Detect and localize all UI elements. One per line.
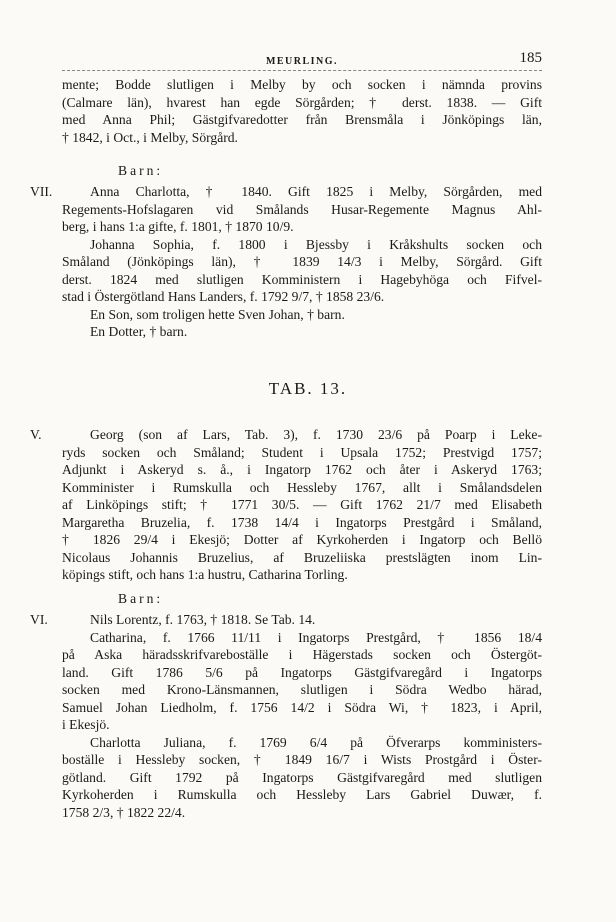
text-line: i Ekesjö.	[62, 717, 110, 732]
text-line: † 1826 29/4 i Ekesjö; Dotter af Kyrkoherden i Ingatorp och Bellö	[62, 532, 542, 547]
text-line: Johanna Sophia, f. 1800 i Bjessby i Kråkshults socken och	[90, 236, 542, 252]
generation-numeral: VII.	[30, 184, 53, 199]
text-line: Komminister i Rumskulla och Hessleby 1767, allt i Smålandsdelen	[62, 479, 542, 495]
generation-numeral: V.	[30, 427, 42, 442]
running-head: MEURLING.	[265, 56, 339, 67]
text-line: En Son, som troligen hette Sven Johan, † barn.	[90, 306, 345, 322]
text-line: Adjunkt i Askeryd s. å., i Ingatorp 1762 och åter i Askeryd 1763;	[62, 462, 542, 477]
text-line: Nils Lorentz, f. 1763, † 1818. Se Tab. 14.	[90, 612, 316, 627]
generation-numeral: VI.	[30, 612, 48, 627]
text-line: socken med Krono-Länsmannen, slutligen i Södra Wedbo härad,	[62, 682, 542, 697]
text-line: Georg (son af Lars, Tab. 3), f. 1730 23/6 på Poarp i Leke-	[90, 427, 542, 442]
text-line: 1758 2/3, † 1822 22/4.	[62, 804, 186, 820]
text-line: ryds socken och Småland; Student i Upsala 1752; Prestvigd 1757;	[62, 444, 542, 460]
children-heading: Barn:	[118, 163, 164, 178]
text-line: Anna Charlotta, † 1840. Gift 1825 i Melby, Sörgården, med	[90, 184, 542, 199]
text-line: En Dotter, † barn.	[90, 324, 188, 339]
text-line: Nicolaus Johannis Bruzelius, af Bruzeliiska prestslägten inom Lin-	[62, 549, 542, 565]
text-line: på Aska häradsskrifvareboställe i Hägerstads socken och Östergöt-	[62, 647, 542, 662]
text-line: Samuel Johan Liedholm, f. 1756 14/2 i Södra Wi, † 1823, i April,	[62, 699, 542, 715]
text-line: Margaretha Bruzelia, f. 1738 14/4 i Ingatorps Prestgård i Småland,	[62, 514, 542, 530]
text-line: med Anna Phil; Gästgifvaredotter från Brensmåla i Jönköpings län,	[62, 112, 542, 127]
text-line: Charlotta Juliana, f. 1769 6/4 på Öfverarps komministers-	[90, 734, 542, 750]
text-line: Catharina, f. 1766 11/11 i Ingatorps Prestgård, † 1856 18/4	[90, 629, 542, 645]
text-line: Småland (Jönköpings län), † 1839 14/3 i Melby, Sörgård. Gift	[62, 254, 542, 269]
page-header	[62, 50, 542, 70]
text-line: köpings stift, och hans 1:a hustru, Catharina Torling.	[62, 567, 348, 582]
table-heading: TAB. 13.	[268, 379, 348, 398]
paragraph-continuation	[62, 76, 542, 146]
entry-vi	[62, 611, 542, 821]
text-line: boställe i Hessleby socken, † 1849 16/7 i Wists Prostgård i Öster-	[62, 752, 542, 767]
text-line: götland. Gift 1792 på Ingatorps Gästgifvaregård med slutligen	[62, 769, 542, 785]
entry-v	[62, 426, 542, 584]
text-line: Kyrkoherden i Rumskulla och Hessleby Lars Gabriel Duwær, f.	[62, 787, 542, 802]
entry-vii	[62, 183, 542, 341]
text-line: af Linköpings stift; † 1771 30/5. — Gift 1762 21/7 med Elisabeth	[62, 497, 542, 512]
text-line: stad i Östergötland Hans Landers, f. 1792 9/7, † 1858 23/6.	[62, 289, 385, 304]
header-rule	[62, 70, 542, 71]
text-line: † 1842, i Oct., i Melby, Sörgård.	[62, 129, 238, 145]
page-number: 185	[519, 50, 542, 66]
text-line: Regements-Hofslagaren vid Smålands Husar-Regemente Magnus Ahl-	[62, 201, 542, 217]
text-line: derst. 1824 med slutligen Komministern i Hagebyhöga och Fifvel-	[62, 271, 542, 287]
text-line: (Calmare län), hvarest han egde Sörgården; † derst. 1838. — Gift	[62, 94, 542, 110]
children-heading: Barn:	[118, 591, 164, 606]
text-line: land. Gift 1786 5/6 på Ingatorps Gästgifvaregård i Ingatorps	[62, 664, 542, 680]
text-line: mente; Bodde slutligen i Melby by och socken i nämnda provins	[62, 77, 542, 92]
text-line: berg, i hans 1:a gifte, f. 1801, † 1870 10/9.	[62, 219, 294, 234]
